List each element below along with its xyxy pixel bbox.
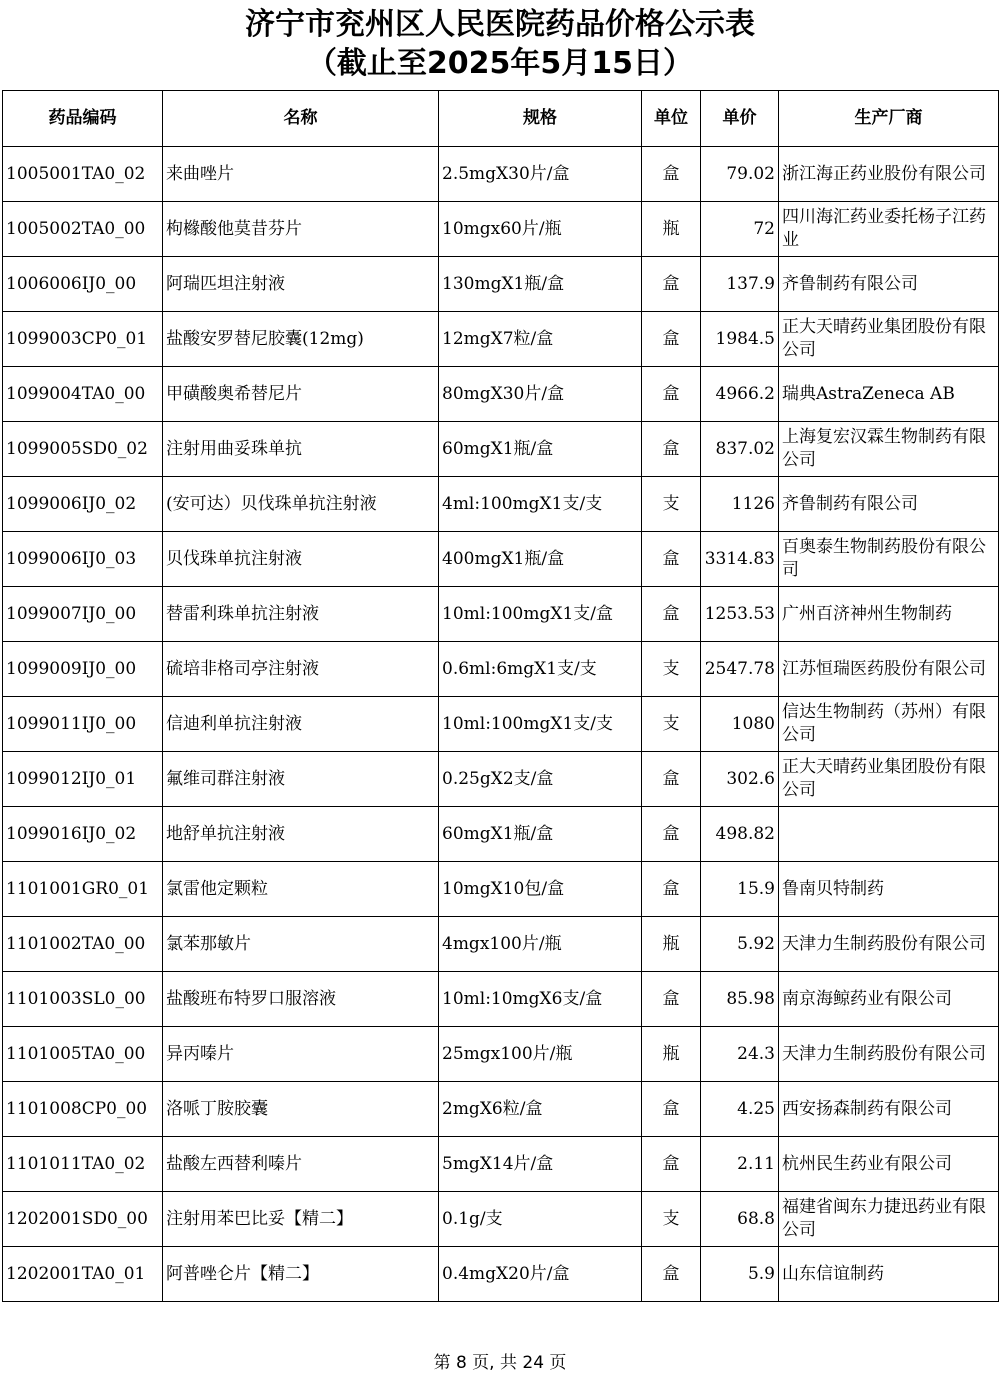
cell-spec: 80mgX30片/盒 [439, 367, 642, 422]
cell-manufacturer: 西安扬森制药有限公司 [779, 1082, 999, 1137]
cell-manufacturer: 四川海汇药业委托杨子江药业 [779, 202, 999, 257]
cell-price: 302.6 [701, 752, 779, 807]
page-title: 济宁市兖州区人民医院药品价格公示表 [245, 7, 755, 42]
cell-price: 68.8 [701, 1192, 779, 1247]
cell-unit: 盒 [642, 752, 701, 807]
cell-code: 1101003SL0_00 [3, 972, 163, 1027]
table-row [3, 147, 999, 202]
table-row [3, 752, 999, 807]
cell-spec: 10ml:100mgX1支/支 [439, 697, 642, 752]
cell-manufacturer: 杭州民生药业有限公司 [779, 1137, 999, 1192]
cell-price: 5.92 [701, 917, 779, 972]
cell-code: 1101001GR0_01 [3, 862, 163, 917]
cell-name: 异丙嗪片 [163, 1027, 439, 1082]
cell-price: 3314.83 [701, 532, 779, 587]
cell-spec: 10mgX10包/盒 [439, 862, 642, 917]
cell-code: 1099012IJ0_01 [3, 752, 163, 807]
cell-code: 1099003CP0_01 [3, 312, 163, 367]
page-footer: 第 8 页, 共 24 页 [433, 1353, 567, 1373]
cell-manufacturer: 天津力生制药股份有限公司 [779, 1027, 999, 1082]
cell-spec: 130mgX1瓶/盒 [439, 257, 642, 312]
cell-name: 氯苯那敏片 [163, 917, 439, 972]
cell-name: 阿普唑仑片【精二】 [163, 1247, 439, 1302]
cell-manufacturer: 正大天晴药业集团股份有限公司 [779, 752, 999, 807]
cell-unit: 盒 [642, 1082, 701, 1137]
page-subtitle-date: （截止至2025年5月15日） [306, 46, 694, 81]
cell-name: 盐酸左西替利嗪片 [163, 1137, 439, 1192]
cell-unit: 盒 [642, 862, 701, 917]
cell-code: 1006006IJ0_00 [3, 257, 163, 312]
cell-code: 1099004TA0_00 [3, 367, 163, 422]
cell-unit: 支 [642, 1192, 701, 1247]
table-row [3, 1247, 999, 1302]
cell-code: 1099006IJ0_02 [3, 477, 163, 532]
header-unit: 单位 [642, 91, 701, 147]
drug-price-table [2, 90, 999, 1302]
cell-code: 1101008CP0_00 [3, 1082, 163, 1137]
cell-price: 1253.53 [701, 587, 779, 642]
cell-spec: 4ml:100mgX1支/支 [439, 477, 642, 532]
header-name: 名称 [163, 91, 439, 147]
cell-manufacturer: 鲁南贝特制药 [779, 862, 999, 917]
cell-spec: 400mgX1瓶/盒 [439, 532, 642, 587]
cell-manufacturer: 浙江海正药业股份有限公司 [779, 147, 999, 202]
cell-price: 1984.5 [701, 312, 779, 367]
table-row [3, 1027, 999, 1082]
cell-price: 2.11 [701, 1137, 779, 1192]
cell-name: 阿瑞匹坦注射液 [163, 257, 439, 312]
cell-price: 15.9 [701, 862, 779, 917]
cell-price: 1126 [701, 477, 779, 532]
table-row [3, 312, 999, 367]
table-row [3, 697, 999, 752]
cell-price: 837.02 [701, 422, 779, 477]
table-header-row [3, 91, 999, 147]
cell-spec: 0.6ml:6mgX1支/支 [439, 642, 642, 697]
cell-unit: 盒 [642, 147, 701, 202]
table-row [3, 422, 999, 477]
cell-price: 1080 [701, 697, 779, 752]
cell-price: 4966.2 [701, 367, 779, 422]
table-row [3, 257, 999, 312]
table-row [3, 477, 999, 532]
cell-name: 注射用曲妥珠单抗 [163, 422, 439, 477]
cell-manufacturer: 南京海鲸药业有限公司 [779, 972, 999, 1027]
cell-price: 24.3 [701, 1027, 779, 1082]
cell-name: 氯雷他定颗粒 [163, 862, 439, 917]
table-body [3, 147, 999, 1302]
cell-code: 1099016IJ0_02 [3, 807, 163, 862]
cell-code: 1202001TA0_01 [3, 1247, 163, 1302]
cell-name: 氟维司群注射液 [163, 752, 439, 807]
table-row [3, 917, 999, 972]
cell-unit: 盒 [642, 422, 701, 477]
cell-spec: 25mgx100片/瓶 [439, 1027, 642, 1082]
cell-name: 盐酸班布特罗口服溶液 [163, 972, 439, 1027]
table-row [3, 202, 999, 257]
table-row [3, 1082, 999, 1137]
cell-spec: 60mgX1瓶/盒 [439, 422, 642, 477]
cell-unit: 盒 [642, 587, 701, 642]
cell-price: 85.98 [701, 972, 779, 1027]
cell-unit: 盒 [642, 312, 701, 367]
cell-unit: 盒 [642, 1247, 701, 1302]
table-row [3, 807, 999, 862]
cell-spec: 0.4mgX20片/盒 [439, 1247, 642, 1302]
cell-unit: 瓶 [642, 917, 701, 972]
cell-price: 5.9 [701, 1247, 779, 1302]
cell-unit: 支 [642, 697, 701, 752]
cell-manufacturer: 正大天晴药业集团股份有限公司 [779, 312, 999, 367]
cell-manufacturer: 齐鲁制药有限公司 [779, 477, 999, 532]
cell-manufacturer: 上海复宏汉霖生物制药有限公司 [779, 422, 999, 477]
cell-manufacturer: 瑞典AstraZeneca AB [779, 367, 999, 422]
cell-unit: 盒 [642, 1137, 701, 1192]
cell-manufacturer: 信达生物制药（苏州）有限公司 [779, 697, 999, 752]
cell-manufacturer: 齐鲁制药有限公司 [779, 257, 999, 312]
cell-unit: 盒 [642, 367, 701, 422]
cell-price: 498.82 [701, 807, 779, 862]
cell-name: 洛哌丁胺胶囊 [163, 1082, 439, 1137]
cell-unit: 瓶 [642, 1027, 701, 1082]
cell-spec: 5mgX14片/盒 [439, 1137, 642, 1192]
cell-price: 79.02 [701, 147, 779, 202]
cell-code: 1202001SD0_00 [3, 1192, 163, 1247]
cell-code: 1005001TA0_02 [3, 147, 163, 202]
header-price: 单价 [701, 91, 779, 147]
cell-code: 1101005TA0_00 [3, 1027, 163, 1082]
table-row [3, 1137, 999, 1192]
cell-unit: 盒 [642, 257, 701, 312]
cell-spec: 12mgX7粒/盒 [439, 312, 642, 367]
cell-spec: 4mgx100片/瓶 [439, 917, 642, 972]
cell-manufacturer [779, 807, 999, 862]
cell-code: 1005002TA0_00 [3, 202, 163, 257]
cell-name: 信迪利单抗注射液 [163, 697, 439, 752]
cell-price: 2547.78 [701, 642, 779, 697]
header-manufacturer: 生产厂商 [779, 91, 999, 147]
cell-code: 1099009IJ0_00 [3, 642, 163, 697]
cell-manufacturer: 福建省闽东力捷迅药业有限公司 [779, 1192, 999, 1247]
cell-name: 地舒单抗注射液 [163, 807, 439, 862]
table-row [3, 587, 999, 642]
cell-unit: 支 [642, 642, 701, 697]
cell-spec: 60mgX1瓶/盒 [439, 807, 642, 862]
cell-name: 盐酸安罗替尼胶囊(12mg) [163, 312, 439, 367]
header-spec: 规格 [439, 91, 642, 147]
cell-name: 贝伐珠单抗注射液 [163, 532, 439, 587]
cell-code: 1099005SD0_02 [3, 422, 163, 477]
cell-spec: 2.5mgX30片/盒 [439, 147, 642, 202]
cell-spec: 10ml:10mgX6支/盒 [439, 972, 642, 1027]
cell-name: 甲磺酸奥希替尼片 [163, 367, 439, 422]
cell-price: 137.9 [701, 257, 779, 312]
cell-name: (安可达）贝伐珠单抗注射液 [163, 477, 439, 532]
cell-spec: 0.1g/支 [439, 1192, 642, 1247]
table-row [3, 532, 999, 587]
cell-name: 硫培非格司亭注射液 [163, 642, 439, 697]
cell-price: 4.25 [701, 1082, 779, 1137]
table-row [3, 972, 999, 1027]
cell-unit: 瓶 [642, 202, 701, 257]
table-row [3, 1192, 999, 1247]
cell-name: 来曲唑片 [163, 147, 439, 202]
cell-manufacturer: 江苏恒瑞医药股份有限公司 [779, 642, 999, 697]
cell-unit: 盒 [642, 807, 701, 862]
cell-spec: 0.25gX2支/盒 [439, 752, 642, 807]
cell-price: 72 [701, 202, 779, 257]
cell-spec: 10mgx60片/瓶 [439, 202, 642, 257]
cell-manufacturer: 百奥泰生物制药股份有限公司 [779, 532, 999, 587]
cell-code: 1099006IJ0_03 [3, 532, 163, 587]
cell-manufacturer: 天津力生制药股份有限公司 [779, 917, 999, 972]
cell-unit: 盒 [642, 972, 701, 1027]
cell-manufacturer: 广州百济神州生物制药 [779, 587, 999, 642]
cell-name: 注射用苯巴比妥【精二】 [163, 1192, 439, 1247]
cell-code: 1099011IJ0_00 [3, 697, 163, 752]
cell-manufacturer: 山东信谊制药 [779, 1247, 999, 1302]
table-row [3, 642, 999, 697]
cell-spec: 2mgX6粒/盒 [439, 1082, 642, 1137]
cell-name: 替雷利珠单抗注射液 [163, 587, 439, 642]
cell-name: 枸橼酸他莫昔芬片 [163, 202, 439, 257]
table-row [3, 367, 999, 422]
cell-code: 1099007IJ0_00 [3, 587, 163, 642]
cell-unit: 盒 [642, 532, 701, 587]
cell-code: 1101011TA0_02 [3, 1137, 163, 1192]
table-row [3, 862, 999, 917]
header-code: 药品编码 [3, 91, 163, 147]
cell-unit: 支 [642, 477, 701, 532]
cell-spec: 10ml:100mgX1支/盒 [439, 587, 642, 642]
cell-code: 1101002TA0_00 [3, 917, 163, 972]
